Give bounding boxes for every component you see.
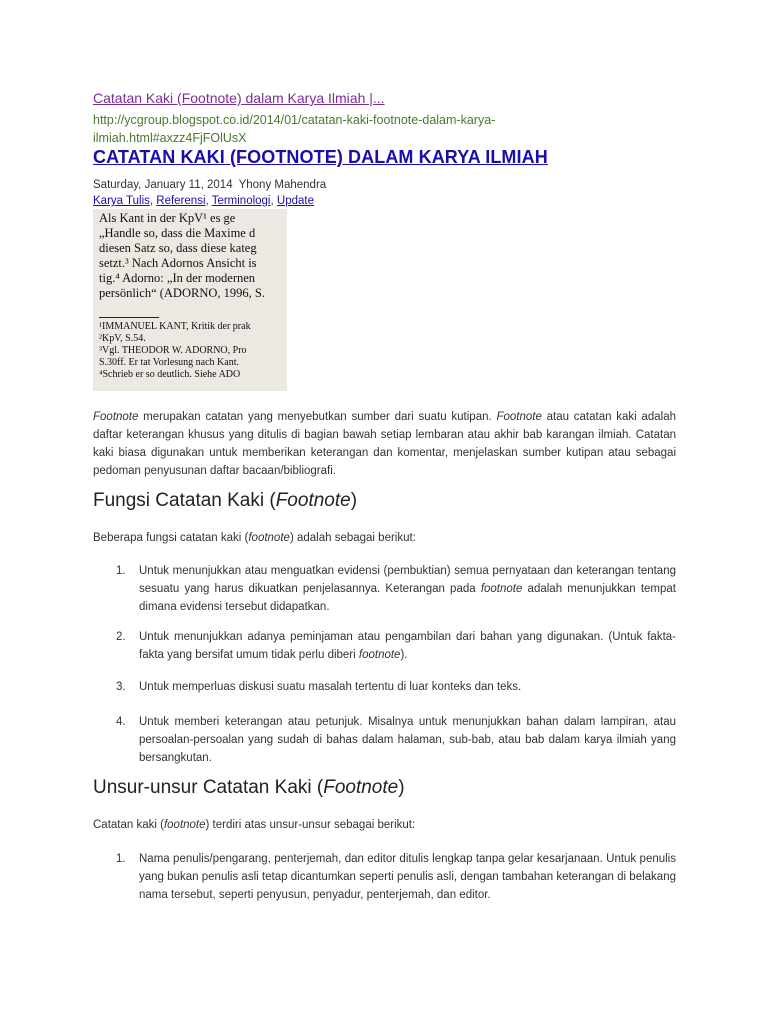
source-link-title[interactable]: Catatan Kaki (Footnote) dalam Karya Ilmiah |... [93,90,385,106]
scan-footnote: S.30ff. Er tat Vorlesung nach Kant. [99,357,239,368]
list-item: Untuk menunjukkan adanya peminjaman atau pengambilan dari bahan yang digunakan. (Untuk fakta-fakta yang bersifat umum tidak perlu diberi footnote). [139,631,676,661]
list-number: 4. [116,716,126,728]
scan-line: Als Kant in der KpV¹ es ge [99,211,236,225]
list-item: Untuk memberi keterangan atau petunjuk. Misalnya untuk menunjukkan bahan dalam lampiran, atau persoalan-persoalan yang sudah di bahas dalam halaman, sub-bab, atau bab dalam karya ilmiah yang bersangkutan. [139,716,676,764]
section-heading-fungsi: Fungsi Catatan Kaki (Footnote) [93,490,358,511]
source-url[interactable]: http://ycgroup.blogspot.co.id/2014/01/catatan-kaki-footnote-dalam-karya-ilmiah.html#axzz4FjFOlUsX [93,113,496,145]
list-item: Untuk menunjukkan atau menguatkan evidensi (pembuktian) semua pernyataan dan keterangan tentang sesuatu yang harus dikuatkan penjelasannya. Keterangan pada footnote adalah menunjukkan tempat dimana evidensi tersebut didapatkan. [139,565,676,613]
post-title[interactable]: CATATAN KAKI (FOOTNOTE) DALAM KARYA ILMIAH [93,147,548,167]
scanned-text-image [93,209,287,391]
list-number: 1. [116,853,126,865]
post-date: Saturday, January 11, 2014 [93,179,233,191]
list-item: Untuk memperluas diskusi suatu masalah tertentu di luar konteks dan teks. [139,681,522,693]
list-item: Nama penulis/pengarang, penterjemah, dan editor ditulis lengkap tanpa gelar kesarjanaan. Untuk penulis yang bukan penulis asli tetap dicantumkan seperti penulis asli, dengan tambahan keterangan di belakang nama tersebut, seperti penyusun, penyadur, penterjemah, dan editor. [139,853,676,901]
post-labels: Karya Tulis, Referensi, Terminologi, Update [93,195,314,207]
label-link[interactable]: Update [276,195,314,207]
post-meta [93,179,326,191]
section-heading-unsur: Unsur-unsur Catatan Kaki (Footnote) [93,777,405,798]
list-number: 3. [116,681,126,693]
scan-line: tig.⁴ Adorno: „In der modernen [99,271,256,285]
scan-line: setzt.³ Nach Adornos Ansicht is [99,256,257,270]
scan-line: „Handle so, dass die Maxime d [99,226,256,240]
footnote-divider [99,317,159,318]
section-lead: Beberapa fungsi catatan kaki (footnote) adalah sebagai berikut: [93,532,416,544]
list-number: 1. [116,565,126,577]
label-link[interactable]: Karya Tulis [93,195,150,207]
scan-footnote: ³Vgl. THEODOR W. ADORNO, Pro [99,345,247,356]
scan-footnote: ²KpV, S.54. [99,333,146,344]
label-link[interactable]: Referensi [156,195,206,207]
scan-line: diesen Satz so, dass diese kateg [99,241,257,255]
list-number: 2. [116,631,126,643]
post-author: Yhony Mahendra [238,179,327,191]
scan-footnote: ⁴Schrieb er so deutlich. Siehe ADO [99,369,241,380]
label-link[interactable]: Terminologi [211,195,271,207]
intro-paragraph: Footnote merupakan catatan yang menyebutkan sumber dari suatu kutipan. Footnote atau catatan kaki adalah daftar keterangan khusus yang ditulis di bagian bawah setiap lembaran atau akhir bab karangan ilmiah. Catatan kaki biasa digunakan untuk memberikan keterangan dan komentar, menjelaskan sumber kutipan atau sebagai pedoman penyusunan daftar bacaan/bibliografi. [93,411,676,477]
scan-line: persönlich“ (ADORNO, 1996, S. [99,286,265,300]
section-lead: Catatan kaki (footnote) terdiri atas unsur-unsur sebagai berikut: [93,819,416,831]
scan-footnote: ¹IMMANUEL KANT, Kritik der prak [99,321,251,332]
